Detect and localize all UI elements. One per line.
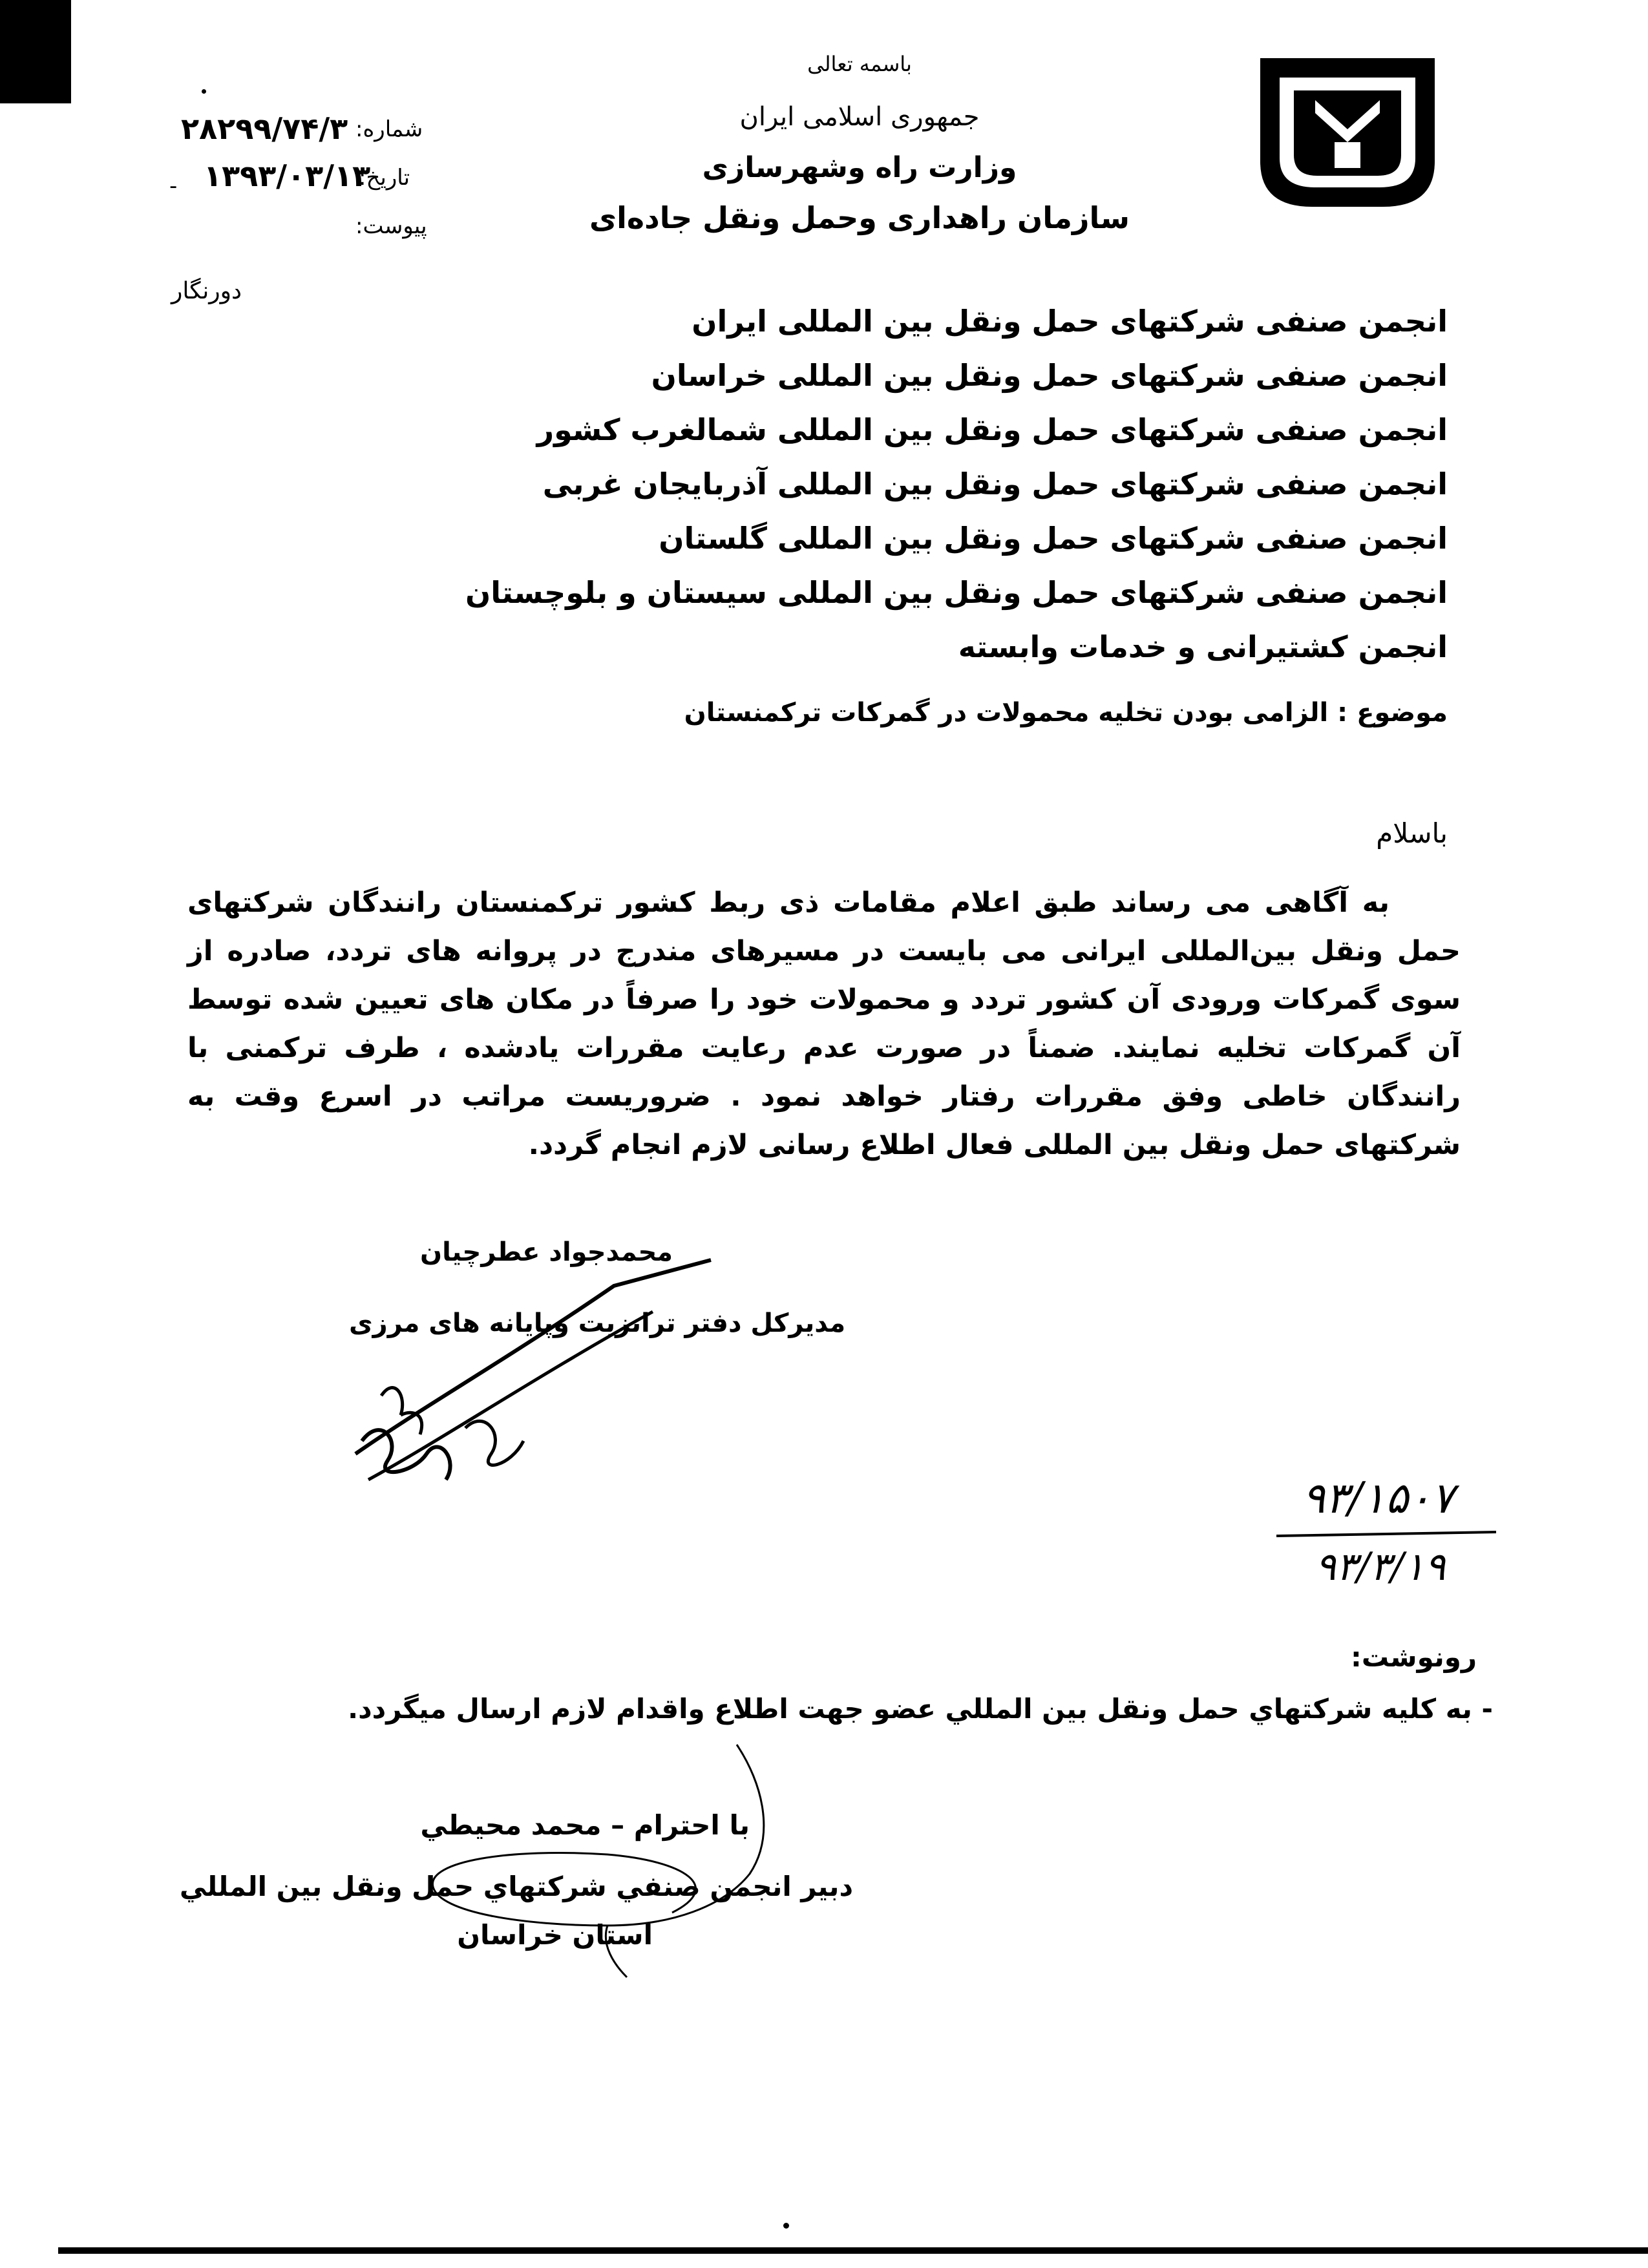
scan-edge-mark (0, 0, 71, 103)
copy-text: - به کليه شرکتهاي حمل ونقل بين المللي عضو جهت اطلاع واقدام لازم ارسال ميگردد. (348, 1693, 1493, 1725)
recipient-item: انجمن صنفی شرکتهای حمل ونقل بین المللی خراسان (651, 358, 1448, 393)
date-label: تاریخ: (359, 165, 410, 191)
sender-title: دبير انجمن صنفي شرکتهاي حمل ونقل بين المللي (179, 1871, 853, 1902)
sender-signature-icon (414, 1732, 814, 1990)
sender-regards: با احترام – محمد محيطي (420, 1809, 750, 1841)
handwritten-ref-date: ۹۳/۳/۱۹ (1315, 1544, 1446, 1590)
page-bottom-border (58, 2247, 1648, 2254)
scan-speck (783, 2223, 789, 2229)
attachment-label: پیوست: (355, 213, 427, 239)
recipient-item: انجمن کشتیرانی و خدمات وابسته (958, 629, 1448, 664)
handwritten-signature-icon (343, 1247, 730, 1518)
letter-date: ۱۳۹۳/۰۳/۱۳ (204, 158, 371, 193)
transmission-channel: دورنگار (171, 278, 242, 304)
signer-title: مدیرکل دفتر ترانزیت وپایانه های مرزی (349, 1308, 846, 1338)
organization-name: سازمان راهداری وحمل ونقل جاده‌ای (589, 200, 1130, 235)
scan-speck (202, 89, 206, 94)
handwritten-reference (1276, 1473, 1509, 1609)
ministry-name: وزارت راه وشهرسازی (702, 151, 1017, 184)
recipient-item: انجمن صنفی شرکتهای حمل ونقل بین المللی سیستان و بلوچستان (465, 575, 1448, 610)
republic-name: جمهوری اسلامی ایران (739, 102, 980, 132)
organization-logo-icon (1254, 52, 1441, 213)
signer-name: محمدجواد عطرچیان (420, 1237, 673, 1267)
handwritten-underline (1276, 1531, 1496, 1537)
number-label: شماره: (355, 116, 423, 142)
recipient-item: انجمن صنفی شرکتهای حمل ونقل بین المللی ایران (692, 304, 1448, 339)
recipient-list (465, 294, 1448, 674)
recipient-item: انجمن صنفی شرکتهای حمل ونقل بین المللی گلستان (659, 521, 1448, 556)
letter-number: ۲۸۲۹۹/۷۴/۳ (181, 111, 348, 146)
sender-province: استان خراسان (457, 1919, 653, 1951)
subject-line: موضوع : الزامی بودن تخلیه محمولات در گمرکات ترکمنستان (684, 698, 1448, 728)
handwritten-ref-number: ۹۳/۱۵۰۷ (1302, 1473, 1454, 1523)
basmala: باسمه تعالی (807, 52, 912, 76)
recipient-item: انجمن صنفی شرکتهای حمل ونقل بین المللی شمالغرب کشور (536, 412, 1448, 447)
recipient-item: انجمن صنفی شرکتهای حمل ونقل بین المللی آذربایجان غربی (542, 467, 1448, 501)
salutation: باسلام (1376, 817, 1448, 849)
letter-body: به آگاهی می رساند طبق اعلام مقامات ذی ربط کشور ترکمنستان رانندگان شرکتهای حمل ونقل بین‌المللی ایرانی می بایست در مسیرهای مندرج در پروانه های تردد، صادره از سوی گمرکات ورودی آن کشور تردد و محمولات خود را صرفاً در مکان های تعیین شده توسط آن گمرکات تخلیه نمایند. ضمناً در صورت عدم رعایت مقررات یادشده ، طرف ترکمنی با رانندگان خاطی وفق مقررات رفتار خواهد نمود . ضروریست مراتب در اسرع وقت به شرکتهای حمل ونقل بین المللی فعال اطلاع رسانی لازم انجام گردد. (187, 887, 1461, 1161)
copy-label: رونوشت: (1351, 1641, 1477, 1673)
letterhead (569, 52, 1150, 235)
dash-mark: - (169, 173, 178, 199)
